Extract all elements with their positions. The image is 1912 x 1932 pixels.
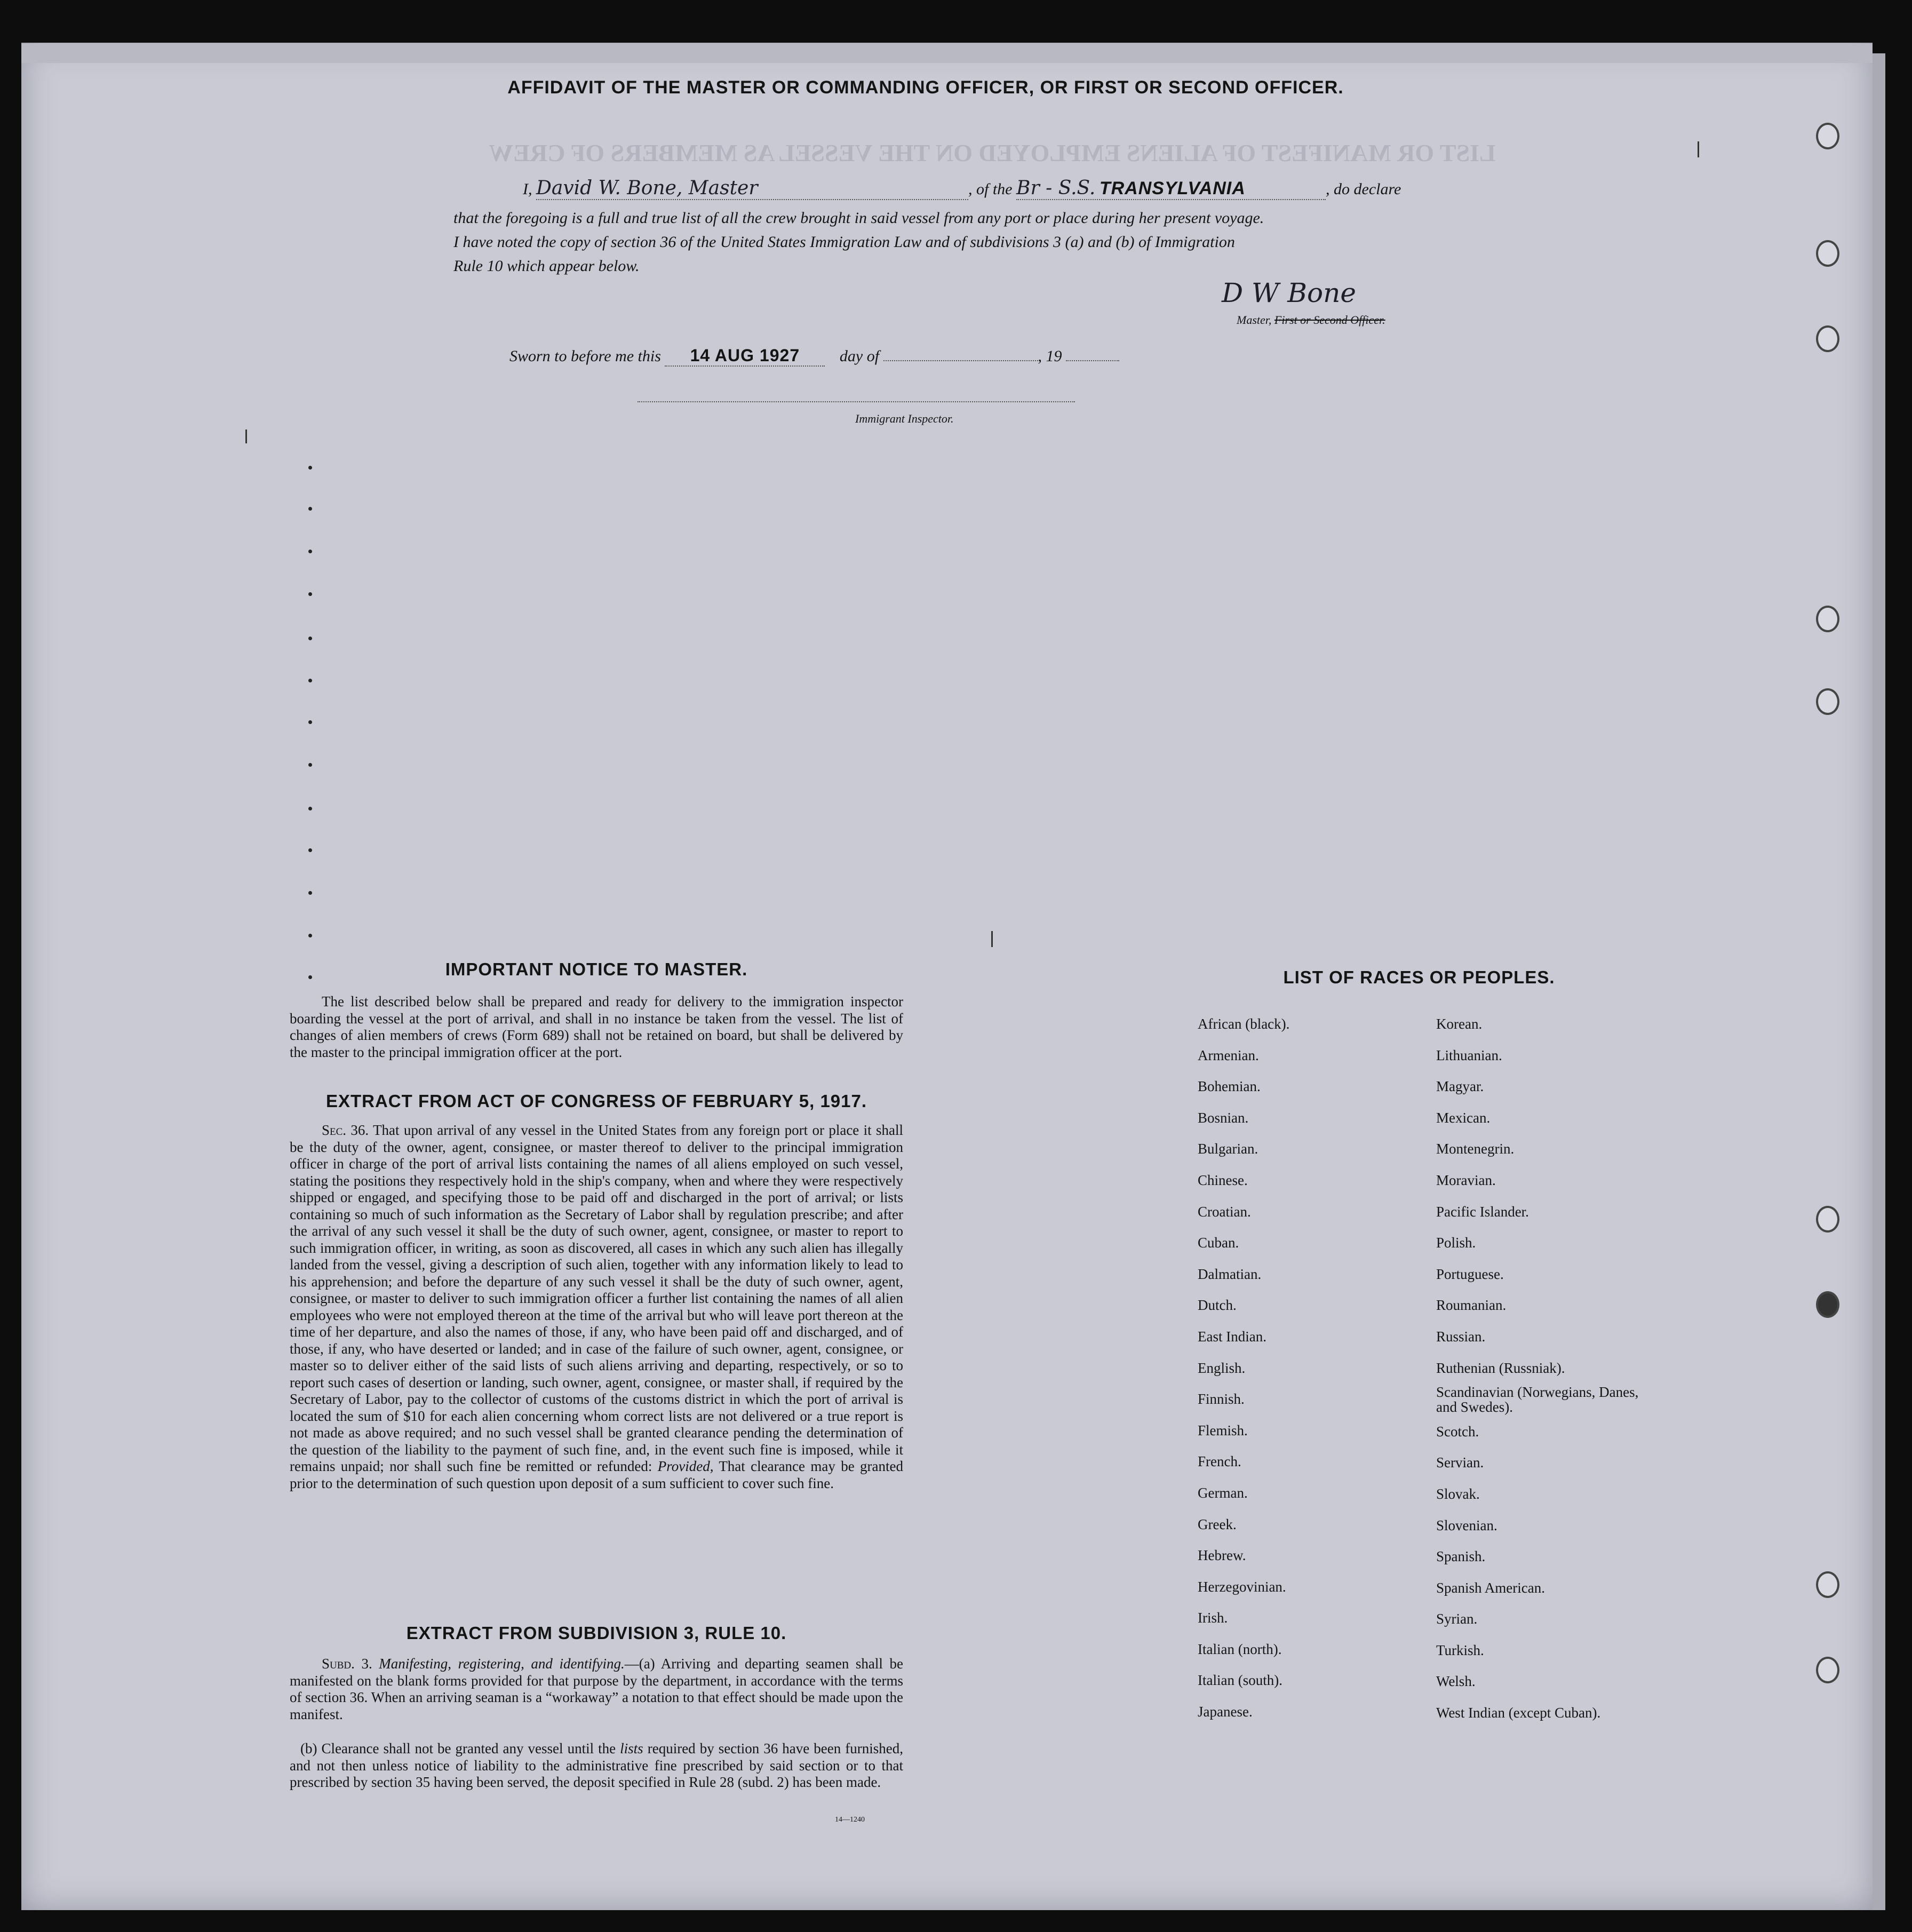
inspector-signature-line <box>638 401 1075 402</box>
sworn-month-field <box>883 360 1038 361</box>
race-item: Finnish. <box>1198 1391 1245 1408</box>
right-page-edge <box>1873 53 1885 1910</box>
margin-dot <box>308 720 312 724</box>
race-item: Flemish. <box>1198 1422 1248 1438</box>
margin-tick <box>1698 141 1699 157</box>
margin-dot <box>308 679 312 682</box>
race-item: English. <box>1198 1359 1246 1376</box>
rule-para-a-text: —(a) Arriving and departing seamen shall be manifested on the blank forms provided for that purpose by the department, in accordance with the terms of section 36. When an arriving seaman is a “workaway” a notation to that effect should be made upon the manifest. <box>290 1656 903 1722</box>
margin-dot <box>308 507 312 511</box>
race-item: African (black). <box>1198 1016 1290 1032</box>
affidavit-of-the: , of the <box>968 180 1013 198</box>
rule-para-b-italic: lists <box>620 1740 643 1756</box>
sworn-day-of: day of <box>839 347 880 365</box>
margin-dot <box>308 934 312 937</box>
race-item: Dalmatian. <box>1198 1266 1262 1282</box>
form-number: 14—1240 <box>835 1816 865 1824</box>
race-item: Magyar. <box>1436 1078 1484 1095</box>
race-item: Slovenian. <box>1436 1517 1497 1533</box>
sworn-date-field <box>665 346 825 367</box>
race-item: Italian (north). <box>1198 1641 1282 1657</box>
race-item: Italian (south). <box>1198 1672 1282 1689</box>
race-item: Ruthenian (Russniak). <box>1436 1359 1565 1376</box>
race-item: Pacific Islander. <box>1436 1203 1529 1220</box>
master-signature: D W Bone <box>1222 277 1356 308</box>
master-name-handwritten: David W. Bone, Master <box>536 177 758 199</box>
race-item: Bulgarian. <box>1198 1141 1258 1157</box>
race-item: Spanish American. <box>1436 1579 1545 1596</box>
affidavit-line-2: that the foregoing is a full and true list of all the crew brought in said vessel from any port or place during her present voyage. <box>453 209 1264 227</box>
race-item: Syrian. <box>1436 1611 1478 1627</box>
affidavit-line-3: I have noted the copy of section 36 of the United States Immigration Law and of subdivisions 3 (a) and (b) of Immigration <box>453 233 1235 251</box>
notice-heading: IMPORTANT NOTICE TO MASTER. <box>445 959 748 979</box>
margin-dot <box>308 763 312 767</box>
race-item: Moravian. <box>1436 1172 1496 1188</box>
act-section-label: Sec. 36. <box>322 1122 369 1138</box>
act-extract-text <box>290 1122 903 1492</box>
margin-tick <box>245 430 247 443</box>
margin-dot <box>308 637 312 640</box>
binder-hole <box>1816 240 1839 267</box>
margin-dot <box>308 466 312 470</box>
race-item: Bohemian. <box>1198 1078 1261 1095</box>
race-item: Dutch. <box>1198 1297 1237 1314</box>
sworn-year-field <box>1066 360 1119 361</box>
races-column-1 <box>1198 1008 1289 1728</box>
rule-para-a <box>290 1656 903 1723</box>
bleed-through-text: LIST OR MANIFEST OF ALIENS EMPLOYED ON THE VESSEL AS MEMBERS OF CREW <box>489 139 1496 166</box>
race-item: Russian. <box>1436 1328 1486 1345</box>
rule-para-b <box>290 1740 903 1791</box>
rule-para-b-prefix: (b) Clearance shall not be granted any vessel until the <box>300 1740 616 1756</box>
race-item: Korean. <box>1436 1016 1483 1032</box>
race-item: Welsh. <box>1436 1673 1476 1690</box>
binder-hole <box>1816 325 1839 352</box>
race-item: Greek. <box>1198 1516 1237 1532</box>
race-item: Japanese. <box>1198 1704 1253 1720</box>
race-item: Turkish. <box>1436 1642 1484 1658</box>
vessel-prefix-handwritten: Br - S.S. <box>1016 177 1096 199</box>
race-item: Hebrew. <box>1198 1547 1246 1564</box>
race-item: Cuban. <box>1198 1235 1239 1251</box>
vessel-name-stamp: TRANSYLVANIA <box>1099 178 1246 198</box>
margin-dot <box>308 807 312 810</box>
race-item: Slovak. <box>1436 1485 1480 1502</box>
binder-hole <box>1816 1657 1839 1683</box>
rule-subd-label: Subd. 3. <box>322 1656 372 1672</box>
top-edge-strip <box>21 44 1873 63</box>
act-proviso-word: Provided, <box>657 1458 714 1474</box>
race-item: Roumanian. <box>1436 1297 1507 1314</box>
binder-hole <box>1816 606 1839 632</box>
race-item: Irish. <box>1198 1610 1228 1626</box>
margin-dot <box>308 550 312 553</box>
affidavit-prefix: I, <box>523 180 532 198</box>
margin-dot <box>308 848 312 852</box>
act-section-body: That upon arrival of any vessel in the United States from any foreign port or place it shall be the duty of the owner, agent, consignee, or master thereof to deliver to the principal immigration officer in charge of the port of arrival lists containing the names of all aliens employed on such vessel, stating the positions they respectively hold in the ship's company, when and where they were respectively shipped or engaged, and specifying those to be paid off and discharged in the port of arrival; or lists containing so much of such information as the Secretary of Labor shall by regulation prescribe; and after the arrival of any such vessel it shall be the duty of such owner, agent, consignee, or master to report to such immigration officer, in writing, as soon as discovered, all cases in which any such alien has illegally landed from the vessel, giving a description of such alien, together with any information likely to lead to his apprehension; and before the departure of any such vessel it shall be the duty of such owner, agent, consignee, or master to deliver to such immigration officer a further list containing the names of all alien employees who were not employed thereon at the time of the arrival but who will leave port thereon at the time of her departure, and also the names of those, if any, who have been paid off and discharged, and of those, if any, who have deserted or landed; and in case of the failure of such owner, agent, consignee, or master so to deliver either of the said lists of such aliens arriving and departing, respectively, or so to report such cases of desertion or landing, such owner, agent, consignee, or master shall, if required by the Secretary of Labor, pay to the collector of customs of the customs district in which the port of arrival is located the sum of $10 for each alien concerning whom correct lists are not delivered or a true report is not made as above required; and no such vessel shall be granted clearance pending the determination of the question of the liability to the payment of such fine, and, in the event such fine is imposed, while it remains unpaid; nor shall such fine be remitted or refunded: <box>290 1122 904 1474</box>
race-item: Servian. <box>1436 1454 1484 1471</box>
race-item: Armenian. <box>1198 1047 1259 1063</box>
rule-para-b-rest: required by section 36 have been furnished, and not then unless notice of liability to the administrative fine prescribed by said section or to that prescribed by section 35 having been served, the deposit specified in Rule 28 (subd. 2) has been made. <box>290 1740 904 1790</box>
binder-hole <box>1816 1571 1839 1598</box>
race-item: Mexican. <box>1436 1109 1491 1126</box>
signature-caption <box>1237 313 1385 327</box>
sworn-year: , 19 <box>1038 347 1062 365</box>
binder-hole <box>1816 688 1839 715</box>
sworn-line <box>509 346 1119 367</box>
race-item: Herzegovinian. <box>1198 1578 1286 1595</box>
race-item: Lithuanian. <box>1436 1047 1502 1063</box>
master-name-field <box>536 177 968 200</box>
race-item: Scandinavian (Norwegians, Danes, and Swedes). <box>1436 1384 1639 1416</box>
act-extract-heading: EXTRACT FROM ACT OF CONGRESS OF FEBRUARY 5, 1917. <box>325 1091 867 1111</box>
race-item: Chinese. <box>1198 1172 1248 1188</box>
inspector-caption: Immigrant Inspector. <box>855 412 954 425</box>
race-item: Portuguese. <box>1436 1266 1504 1282</box>
act-proviso-text: That clearance may be granted prior to the determination of such question upon deposit of a sum sufficient to cover such fine. <box>290 1458 903 1491</box>
affidavit-line-4: Rule 10 which appear below. <box>453 257 640 275</box>
affidavit-do-declare: , do declare <box>1326 180 1401 198</box>
binder-hole <box>1816 1291 1839 1318</box>
race-item: East Indian. <box>1198 1328 1266 1345</box>
race-item: Spanish. <box>1436 1548 1486 1565</box>
caption-struck-officer: First or Second Officer. <box>1274 313 1385 327</box>
caption-master: Master, <box>1237 313 1272 327</box>
race-item: Scotch. <box>1436 1423 1479 1440</box>
margin-tick <box>991 931 993 947</box>
binder-hole <box>1816 123 1839 149</box>
affidavit-declaration-line <box>523 177 1401 200</box>
races-column-2 <box>1436 1008 1660 1729</box>
rule-subd-title: Manifesting, registering, and identifying. <box>379 1656 625 1672</box>
affidavit-title: AFFIDAVIT OF THE MASTER OR COMMANDING OFFICER, OR FIRST OR SECOND OFFICER. <box>507 77 1344 98</box>
notice-text: The list described below shall be prepared and ready for delivery to the immigration inspector boarding the vessel at the port of arrival, and shall in no instance be taken from the vessel. The list of changes of alien members of crews (Form 689) shall not be retained on board, but shall be delivered by the master to the principal immigration officer at the port. <box>290 993 903 1060</box>
margin-dot <box>308 592 312 596</box>
race-item: West Indian (except Cuban). <box>1436 1705 1601 1721</box>
race-item: Croatian. <box>1198 1203 1251 1220</box>
rule-extract-heading: EXTRACT FROM SUBDIVISION 3, RULE 10. <box>406 1623 787 1643</box>
binder-hole <box>1816 1206 1839 1233</box>
race-item: Polish. <box>1436 1235 1476 1251</box>
sworn-date-stamp: 14 AUG 1927 <box>690 346 800 365</box>
races-heading: LIST OF RACES OR PEOPLES. <box>1283 967 1555 987</box>
race-item: German. <box>1198 1484 1248 1501</box>
race-item: Montenegrin. <box>1436 1141 1515 1157</box>
vessel-field <box>1016 177 1326 200</box>
margin-dot <box>308 891 312 895</box>
race-item: Bosnian. <box>1198 1109 1249 1126</box>
race-item: French. <box>1198 1453 1241 1470</box>
sworn-prefix: Sworn to before me this <box>509 347 661 365</box>
